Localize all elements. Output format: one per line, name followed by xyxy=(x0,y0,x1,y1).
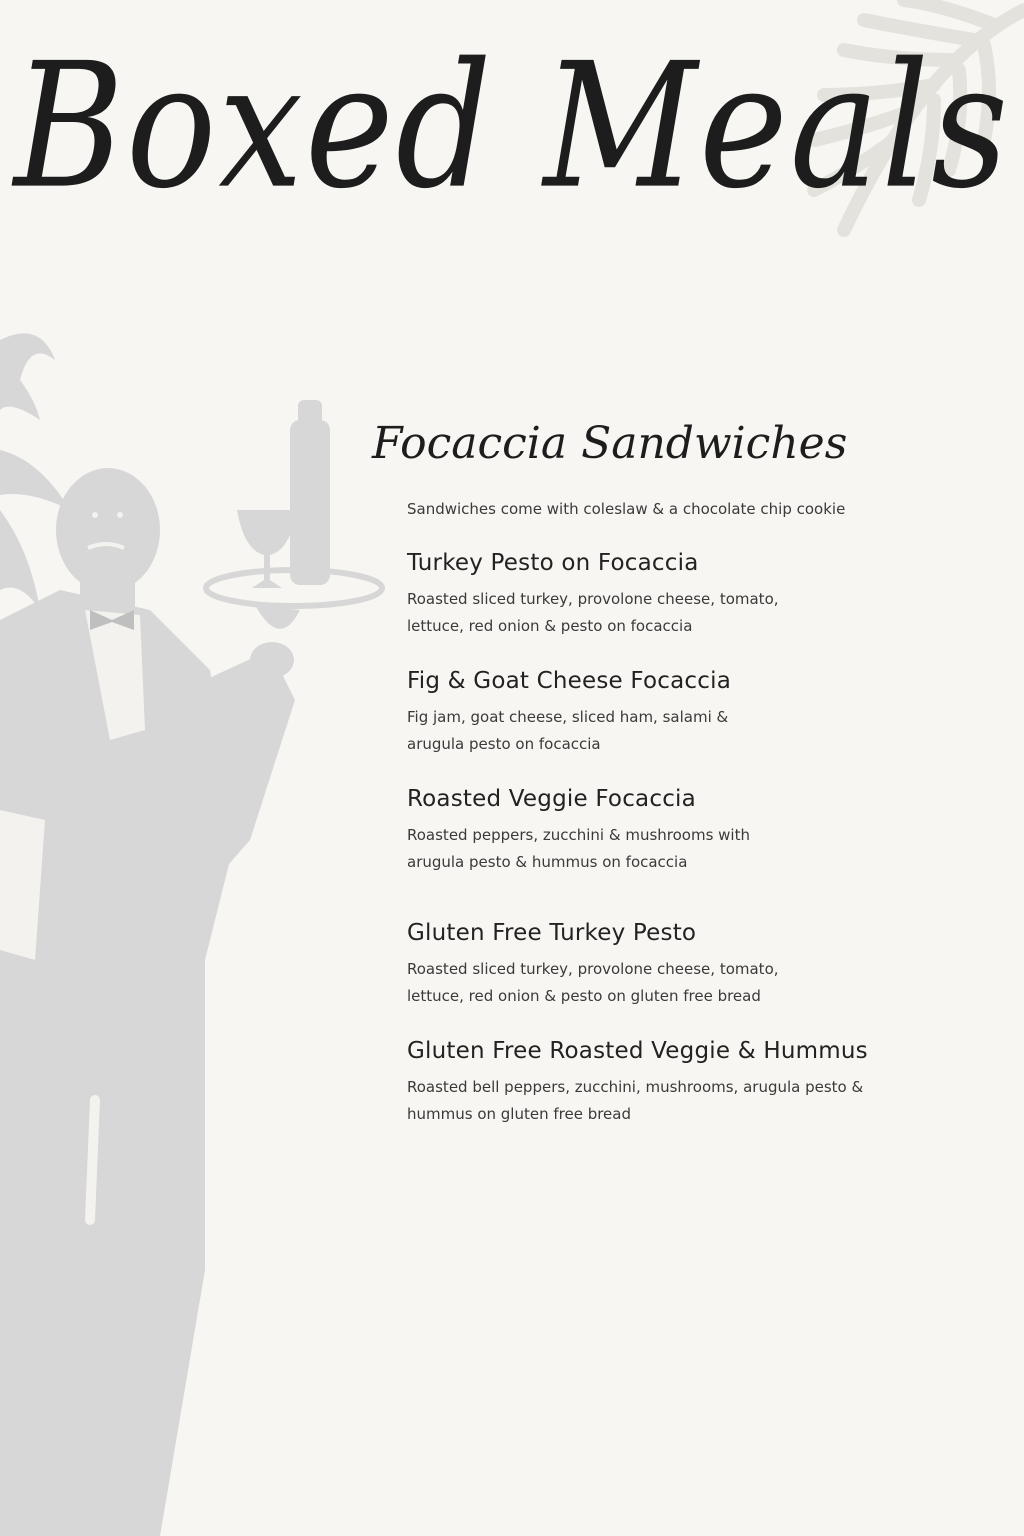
menu-item-name: Fig & Goat Cheese Focaccia xyxy=(407,668,731,694)
menu-item-name: Turkey Pesto on Focaccia xyxy=(407,550,699,576)
menu-item-name: Roasted Veggie Focaccia xyxy=(407,786,696,812)
menu-item-description-line: Roasted peppers, zucchini & mushrooms with xyxy=(407,826,750,844)
menu-item-description xyxy=(407,704,877,758)
menu-item xyxy=(407,668,877,758)
menu-item-description xyxy=(407,1074,877,1128)
menu-item-description-line: Roasted bell peppers, zucchini, mushrooms, arugula pesto & xyxy=(407,1078,864,1096)
menu-item xyxy=(407,786,877,876)
menu-item-description xyxy=(407,822,877,876)
menu-item-description-line: arugula pesto & hummus on focaccia xyxy=(407,853,688,871)
section-title: Focaccia Sandwiches xyxy=(372,418,848,469)
page-title: Boxed Meals xyxy=(13,26,1011,228)
menu-item-description-line: lettuce, red onion & pesto on focaccia xyxy=(407,617,693,635)
section-subtitle: Sandwiches come with coleslaw & a chocolate chip cookie xyxy=(407,500,846,518)
menu-item-description xyxy=(407,586,877,640)
menu-item-description-line: Roasted sliced turkey, provolone cheese, tomato, xyxy=(407,960,779,978)
waiter-illustration xyxy=(0,320,400,1536)
menu-item-description-line: Roasted sliced turkey, provolone cheese, tomato, xyxy=(407,590,779,608)
menu-item-description-line: hummus on gluten free bread xyxy=(407,1105,632,1123)
menu-item-description-line: Fig jam, goat cheese, sliced ham, salami & xyxy=(407,708,729,726)
menu-item-description-line: lettuce, red onion & pesto on gluten free bread xyxy=(407,987,761,1005)
menu-item-name: Gluten Free Roasted Veggie & Hummus xyxy=(407,1038,868,1064)
menu-item-description xyxy=(407,956,877,1010)
menu-item xyxy=(407,1038,877,1128)
menu-item-name: Gluten Free Turkey Pesto xyxy=(407,920,697,946)
menu-item xyxy=(407,550,877,640)
menu-item-description-line: arugula pesto on focaccia xyxy=(407,735,601,753)
menu-item xyxy=(407,920,877,1010)
